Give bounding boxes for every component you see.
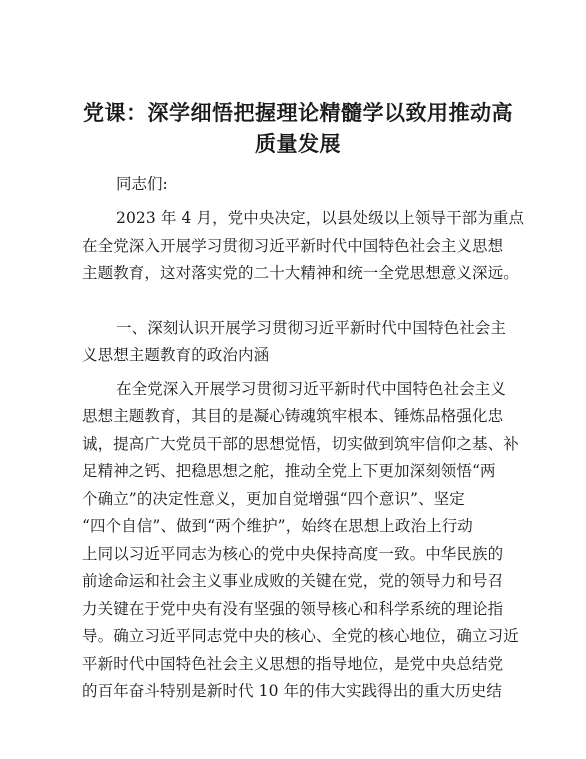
paragraph-line: 诚，提高广大党员干部的思想觉悟，切实做到筑牢信仰之基、补 <box>82 434 519 453</box>
paragraph-line: 前途命运和社会主义事业成败的关键在党，党的领导力和号召 <box>82 572 504 590</box>
paragraph-line: 导。确立习近平同志党中央的核心、全党的核心地位，确立习近 <box>82 627 519 645</box>
salutation: 同志们: <box>116 175 168 193</box>
paragraph-line: 平新时代中国特色社会主义思想的指导地位，是党中央总结党 <box>82 654 504 673</box>
paragraph-intro <box>82 205 525 288</box>
paragraph-line: “四个自信”、做到“两个维护”，始终在思想上政治上行动 <box>82 517 473 535</box>
heading-line: 一、深刻认识开展学习贯彻习近平新时代中国特色社会主 <box>116 318 507 337</box>
paragraph-line: 力关键在于党中央有没有坚强的领导核心和科学系统的理论指 <box>82 599 504 618</box>
paragraph-line: 2023 年 4 月，党中央决定，以县处级以上领导干部为重点 <box>116 209 525 227</box>
paragraph-line: 足精神之钙、把稳思想之舵，推动全党上下更加深刻领悟“两 <box>82 462 496 480</box>
paragraph-line: 在全党深入开展学习贯彻习近平新时代中国特色社会主义 <box>116 379 507 398</box>
paragraph-body <box>82 376 519 706</box>
paragraph-line: 个确立”的决定性意义，更加自觉增强“四个意识”、坚定 <box>82 489 465 508</box>
document-title <box>82 97 514 159</box>
paragraph-line: 在全党深入开展学习贯彻习近平新时代中国特色社会主义思想 <box>82 236 504 255</box>
paragraph-line: 的百年奋斗特别是新时代 10 年的伟大实践得出的重大历史结 <box>82 682 502 700</box>
paragraph-line: 上同以习近平同志为核心的党中央保持高度一致。中华民族的 <box>82 544 504 563</box>
heading-line: 义思想主题教育的政治内涵 <box>82 346 270 364</box>
title-line-2: 质量发展 <box>255 131 341 156</box>
paragraph-line: 主题教育，这对落实党的二十大精神和统一全党思想意义深远。 <box>82 264 519 282</box>
section-heading <box>82 315 514 370</box>
title-line-1: 党课：深学细悟把握理论精髓学以致用推动高 <box>83 100 513 125</box>
paragraph-line: 思想主题教育，其目的是凝心铸魂筑牢根本、锤炼品格强化忠 <box>82 407 504 425</box>
